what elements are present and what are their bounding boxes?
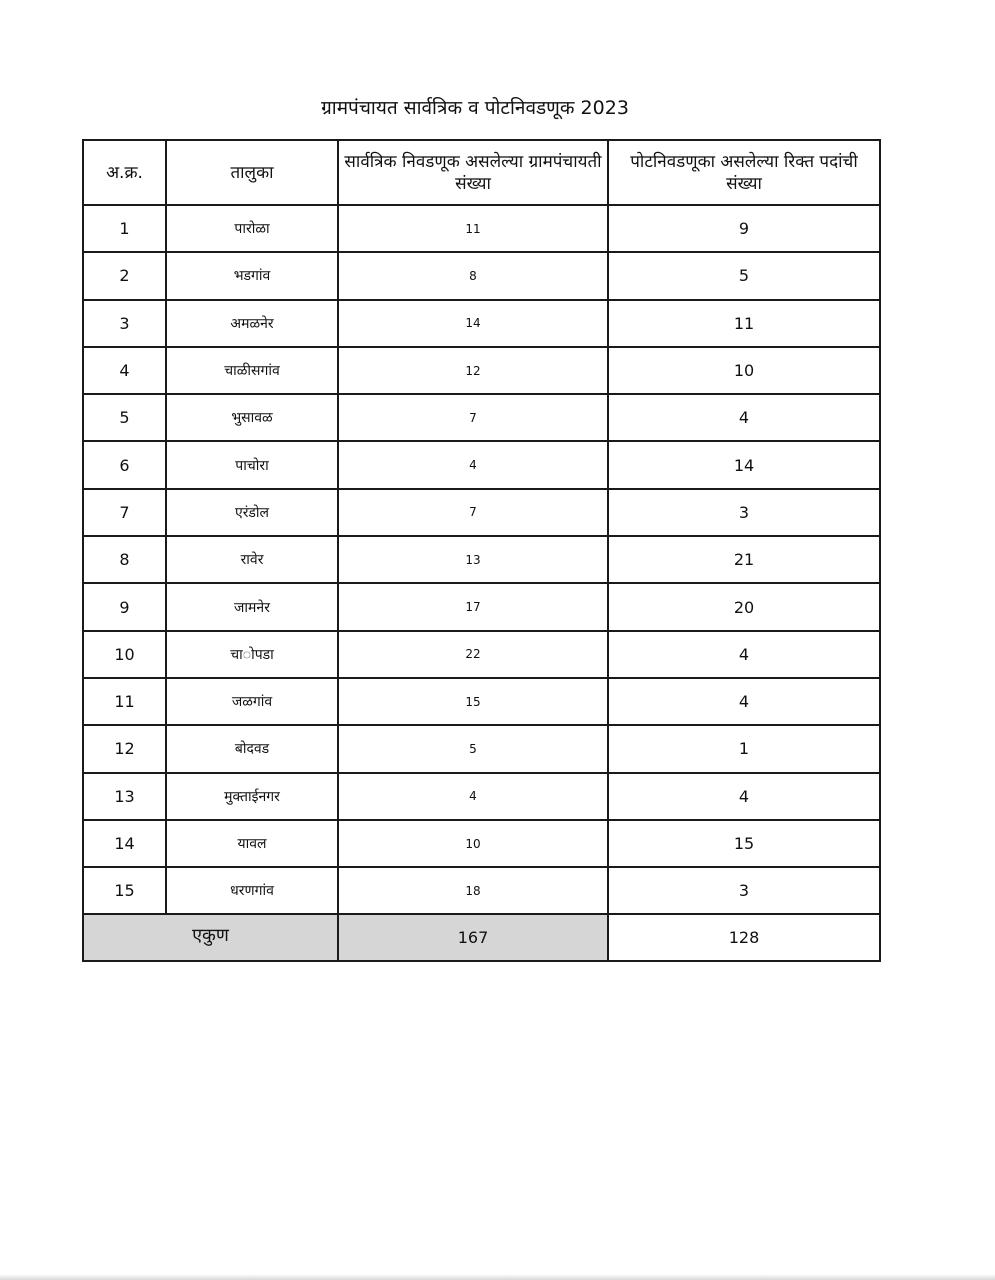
cell-general-count: 7: [338, 489, 608, 536]
cell-general-count: 11: [338, 205, 608, 252]
table-row: [83, 347, 880, 394]
table-row: [83, 205, 880, 252]
table-row: [83, 536, 880, 583]
cell-by-election-count: 4: [608, 631, 880, 678]
cell-taluka: भुसावळ: [166, 394, 338, 441]
page-title: ग्रामपंचायत सार्वत्रिक व पोटनिवडणूक 2023: [321, 97, 629, 119]
cell-sr: 9: [83, 583, 166, 630]
total-by-election-count: 128: [608, 914, 880, 961]
cell-general-count: 4: [338, 773, 608, 820]
total-label: एकुण: [83, 914, 338, 961]
cell-sr: 4: [83, 347, 166, 394]
cell-sr: 12: [83, 725, 166, 772]
cell-taluka: धरणगांव: [166, 867, 338, 914]
table-row: [83, 394, 880, 441]
cell-sr: 1: [83, 205, 166, 252]
total-general-count: 167: [338, 914, 608, 961]
page-edge: [0, 1274, 995, 1280]
cell-sr: 15: [83, 867, 166, 914]
cell-taluka: पाचोरा: [166, 441, 338, 488]
table-row: [83, 441, 880, 488]
cell-sr: 2: [83, 252, 166, 299]
cell-general-count: 15: [338, 678, 608, 725]
cell-taluka: रावेर: [166, 536, 338, 583]
cell-sr: 3: [83, 300, 166, 347]
cell-by-election-count: 20: [608, 583, 880, 630]
cell-by-election-count: 5: [608, 252, 880, 299]
cell-sr: 11: [83, 678, 166, 725]
cell-by-election-count: 3: [608, 867, 880, 914]
cell-general-count: 5: [338, 725, 608, 772]
table-body: [83, 205, 880, 914]
election-table: [82, 139, 881, 962]
table-row: [83, 867, 880, 914]
cell-by-election-count: 11: [608, 300, 880, 347]
cell-general-count: 10: [338, 820, 608, 867]
cell-by-election-count: 4: [608, 394, 880, 441]
cell-sr: 10: [83, 631, 166, 678]
cell-by-election-count: 15: [608, 820, 880, 867]
header-row: [83, 140, 880, 205]
header-by-election-count: पोटनिवडणूका असलेल्या रिक्त पदांची संख्या: [608, 140, 880, 205]
cell-general-count: 12: [338, 347, 608, 394]
cell-by-election-count: 10: [608, 347, 880, 394]
cell-general-count: 22: [338, 631, 608, 678]
header-taluka: तालुका: [166, 140, 338, 205]
cell-taluka: मुक्ताईनगर: [166, 773, 338, 820]
cell-general-count: 8: [338, 252, 608, 299]
cell-sr: 8: [83, 536, 166, 583]
cell-sr: 5: [83, 394, 166, 441]
cell-general-count: 14: [338, 300, 608, 347]
cell-sr: 14: [83, 820, 166, 867]
cell-taluka: अमळनेर: [166, 300, 338, 347]
table-row: [83, 820, 880, 867]
cell-by-election-count: 4: [608, 678, 880, 725]
table-row: [83, 489, 880, 536]
cell-taluka: एरंडोल: [166, 489, 338, 536]
table-row: [83, 583, 880, 630]
cell-by-election-count: 4: [608, 773, 880, 820]
table-row: [83, 678, 880, 725]
cell-taluka: जळगांव: [166, 678, 338, 725]
table-row: [83, 631, 880, 678]
cell-taluka: भडगांव: [166, 252, 338, 299]
cell-by-election-count: 3: [608, 489, 880, 536]
cell-taluka: जामनेर: [166, 583, 338, 630]
cell-taluka: यावल: [166, 820, 338, 867]
cell-general-count: 17: [338, 583, 608, 630]
cell-taluka: चाळीसगांव: [166, 347, 338, 394]
header-sr: अ.क्र.: [83, 140, 166, 205]
cell-sr: 7: [83, 489, 166, 536]
cell-taluka: बोदवड: [166, 725, 338, 772]
cell-general-count: 18: [338, 867, 608, 914]
table-row: [83, 252, 880, 299]
table-row: [83, 300, 880, 347]
cell-taluka: पारोळा: [166, 205, 338, 252]
total-row: [83, 914, 880, 961]
cell-by-election-count: 9: [608, 205, 880, 252]
table-row: [83, 773, 880, 820]
cell-general-count: 7: [338, 394, 608, 441]
cell-by-election-count: 21: [608, 536, 880, 583]
cell-by-election-count: 1: [608, 725, 880, 772]
cell-sr: 6: [83, 441, 166, 488]
cell-general-count: 13: [338, 536, 608, 583]
cell-by-election-count: 14: [608, 441, 880, 488]
cell-taluka: चा◌ोपडा: [166, 631, 338, 678]
table-row: [83, 725, 880, 772]
cell-general-count: 4: [338, 441, 608, 488]
header-general-count: सार्वत्रिक निवडणूक असलेल्या ग्रामपंचायती संख्या: [338, 140, 608, 205]
cell-sr: 13: [83, 773, 166, 820]
